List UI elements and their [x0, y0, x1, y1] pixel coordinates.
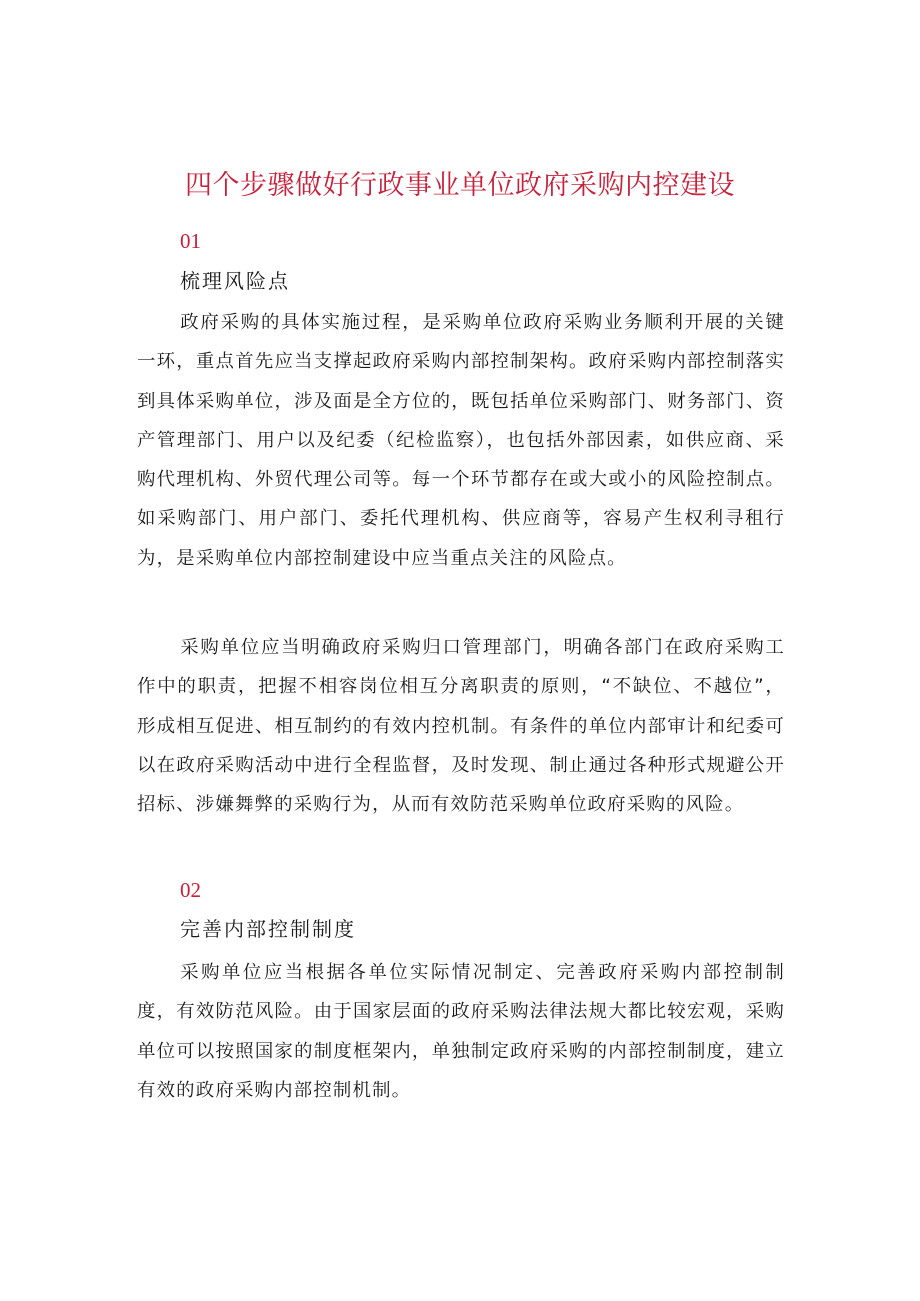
paragraph: 政府采购的具体实施过程，是采购单位政府采购业务顺利开展的关键一环，重点首先应当支撑起政府采购内部控制架构。政府采购内部控制落实到具体采购单位，涉及面是全方位的，既包括单位采购部门、财务部门、资产管理部门、用户以及纪委（纪检监察），也包括外部因素，如供应商、采购代理机构、外贸代理公司等。每一个环节都存在或大或小的风险控制点。如采购部门、用户部门、委托代理机构、供应商等，容易产生权利寻租行为，是采购单位内部控制建设中应当重点关注的风险点。 [137, 312, 785, 569]
document-title: 四个步骤做好行政事业单位政府采购内控建设 [185, 170, 735, 201]
paragraph: 采购单位应当明确政府采购归口管理部门，明确各部门在政府采购工作中的职责，把握不相容岗位相互分离职责的原则，“不缺位、不越位”，形成相互促进、相互制约的有效内控机制。有条件的单位内部审计和纪委可以在政府采购活动中进行全程监督，及时发现、制止通过各种形式规避公开招标、涉嫌舞弊的采购行为，从而有效防范采购单位政府采购的风险。 [137, 637, 785, 816]
section-number: 02 [180, 878, 201, 902]
section-heading: 梳理风险点 [180, 269, 290, 293]
section-number: 01 [180, 229, 201, 253]
paragraph: 采购单位应当根据各单位实际情况制定、完善政府采购内部控制制度，有效防范风险。由于国家层面的政府采购法律法规大都比较宏观，采购单位可以按照国家的制度框架内，单独制定政府采购的内部控制制度，建立有效的政府采购内部控制机制。 [137, 962, 785, 1101]
section-heading: 完善内部控制制度 [180, 917, 356, 941]
